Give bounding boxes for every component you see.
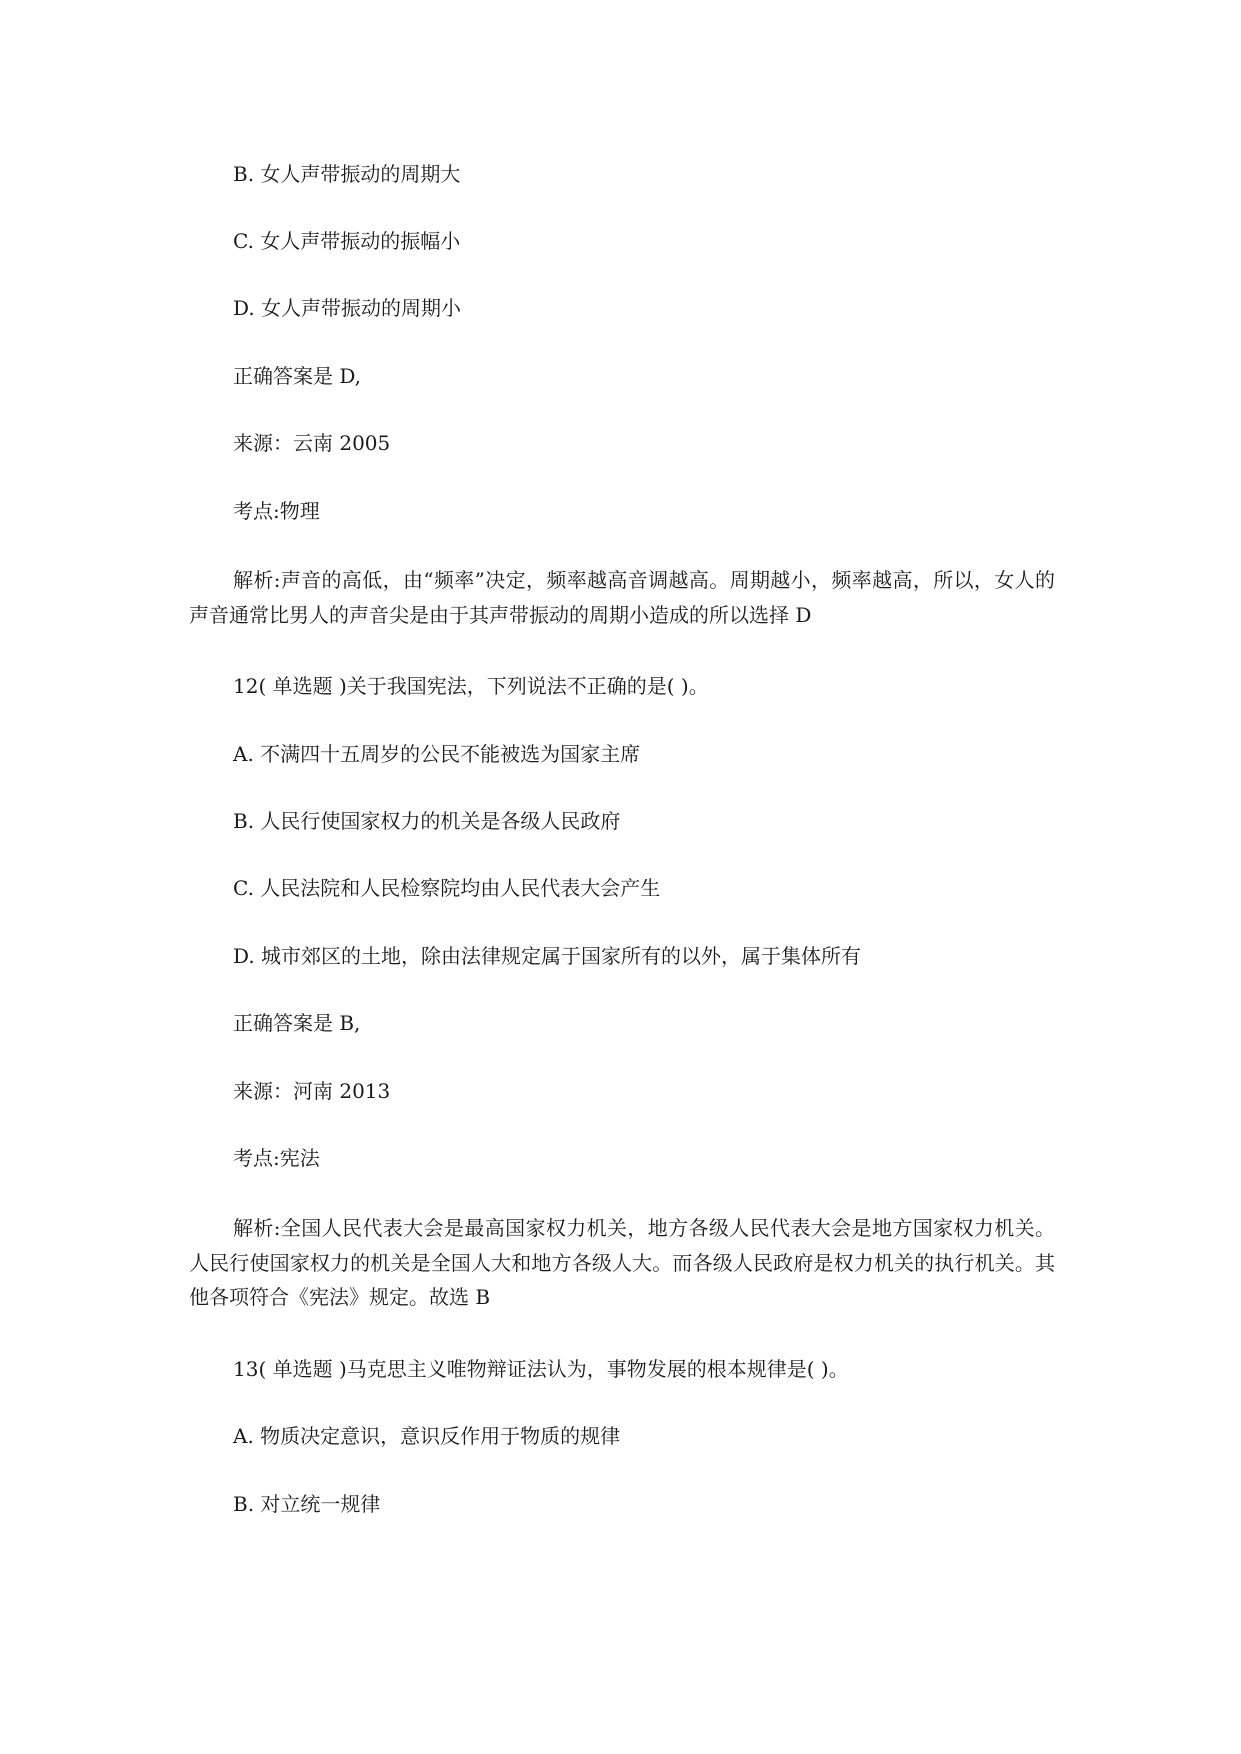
q11-topic: 考点:物理 xyxy=(233,499,320,523)
q11-option-b: B. 女人声带振动的周期大 xyxy=(233,162,461,186)
q12-option-d: D. 城市郊区的土地，除由法律规定属于国家所有的以外，属于集体所有 xyxy=(233,944,862,968)
q11-answer: 正确答案是 D, xyxy=(233,364,362,388)
q11-source: 来源：云南 2005 xyxy=(233,431,391,455)
q11-option-c: C. 女人声带振动的振幅小 xyxy=(233,229,461,253)
q11-analysis: 解析:声音的高低，由“频率”决定，频率越高音调越高。周期越小，频率越高，所以，女人的声音通常比男人的声音尖是由于其声带振动的周期小造成的所以选择 D xyxy=(189,568,1055,627)
q13-question: 13( 单选题 )马克思主义唯物辩证法认为，事物发展的根本规律是( )。 xyxy=(233,1357,849,1381)
q12-topic: 考点:宪法 xyxy=(233,1146,320,1170)
q12-source: 来源：河南 2013 xyxy=(233,1079,391,1103)
q11-option-d: D. 女人声带振动的周期小 xyxy=(233,296,462,320)
q12-analysis: 解析:全国人民代表大会是最高国家权力机关，地方各级人民代表大会是地方国家权力机关。人民行使国家权力的机关是全国人大和地方各级人大。而各级人民政府是权力机关的执行机关。其他各项符合《宪法》规定。故选 B xyxy=(189,1216,1055,1309)
q12-option-c: C. 人民法院和人民检察院均由人民代表大会产生 xyxy=(233,876,661,900)
q12-answer: 正确答案是 B, xyxy=(233,1011,361,1035)
q12-option-b: B. 人民行使国家权力的机关是各级人民政府 xyxy=(233,809,621,833)
q13-option-a: A. 物质决定意识，意识反作用于物质的规律 xyxy=(233,1424,621,1448)
q12-question: 12( 单选题 )关于我国宪法，下列说法不正确的是( )。 xyxy=(233,674,709,698)
q12-option-a: A. 不满四十五周岁的公民不能被选为国家主席 xyxy=(233,742,641,766)
q13-option-b: B. 对立统一规律 xyxy=(233,1492,381,1516)
